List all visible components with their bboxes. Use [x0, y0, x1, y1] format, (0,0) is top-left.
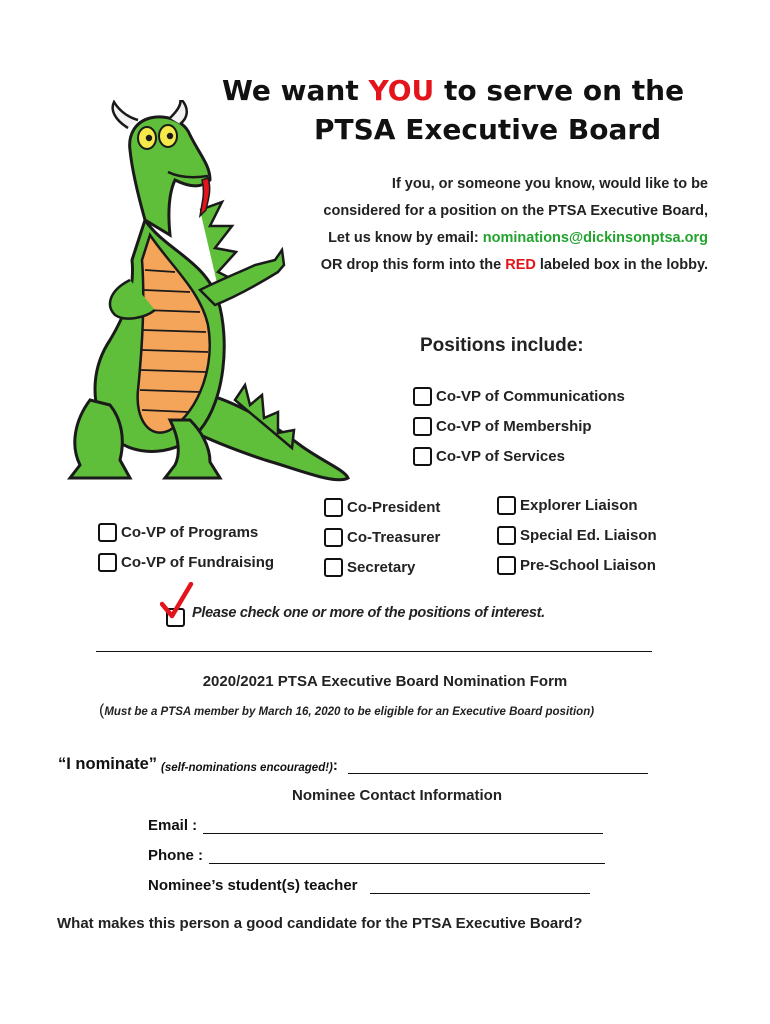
checkbox-icon[interactable]	[497, 526, 516, 545]
position-label: Co-VP of Membership	[436, 417, 592, 435]
checkbox-icon[interactable]	[413, 417, 432, 436]
positions-instruction: Please check one or more of the positions of interest.	[192, 605, 545, 621]
position-label: Co-Treasurer	[347, 528, 441, 546]
position-label: Co-VP of Communications	[436, 387, 625, 405]
position-label: Special Ed. Liaison	[520, 526, 657, 544]
checkbox-icon[interactable]	[497, 556, 516, 575]
position-label: Co-VP of Fundraising	[121, 553, 275, 571]
phone-input[interactable]	[209, 849, 605, 864]
email-label: Email :	[148, 817, 198, 834]
position-option[interactable]	[497, 490, 657, 520]
position-option[interactable]	[413, 411, 625, 441]
position-label: Co-VP of Services	[436, 447, 565, 465]
title-part2: to serve on the	[434, 74, 685, 107]
checkbox-icon[interactable]	[413, 387, 432, 406]
position-option[interactable]	[98, 517, 274, 547]
dragon-mascot	[50, 100, 350, 495]
checkbox-icon[interactable]	[324, 498, 343, 517]
checkbox-icon[interactable]	[324, 528, 343, 547]
eligibility-note-open: (	[99, 702, 105, 719]
positions-heading: Positions include:	[420, 335, 584, 356]
nominate-note: (self-nominations encouraged!)	[161, 762, 333, 774]
teacher-input[interactable]	[370, 879, 590, 894]
intro-line4	[321, 252, 708, 279]
positions-group-left	[98, 517, 274, 577]
nominations-email-link[interactable]: nominations@dickinsonptsa.org	[482, 230, 708, 246]
checkbox-icon[interactable]	[98, 553, 117, 572]
email-input[interactable]	[203, 819, 603, 834]
checkbox-icon[interactable]	[324, 558, 343, 577]
position-option[interactable]	[497, 520, 657, 550]
position-option[interactable]	[497, 550, 657, 580]
positions-group-top	[413, 381, 625, 471]
nominate-label: “I nominate”	[58, 755, 158, 773]
position-option[interactable]	[413, 441, 625, 471]
page-title	[222, 72, 684, 110]
position-option[interactable]	[98, 547, 274, 577]
intro-line4-prefix: OR drop this form into the	[320, 257, 506, 273]
nominee-name-input[interactable]	[348, 759, 648, 774]
email-field	[148, 817, 603, 834]
intro-line3	[321, 225, 708, 252]
position-label: Co-VP of Programs	[121, 523, 259, 541]
positions-group-middle	[324, 492, 440, 582]
candidate-question: What makes this person a good candidate for the PTSA Executive Board?	[57, 915, 583, 932]
position-option[interactable]	[324, 492, 440, 522]
title-you: YOU	[368, 74, 435, 107]
position-label: Co-President	[347, 498, 441, 516]
title-part1: We want	[222, 74, 369, 107]
intro-line3-prefix: Let us know by email:	[328, 230, 483, 246]
red-box-label: RED	[505, 257, 536, 273]
position-label: Explorer Liaison	[520, 496, 638, 514]
contact-heading: Nominee Contact Information	[291, 787, 502, 804]
red-checkmark-icon	[160, 582, 194, 622]
eligibility-note-text: Must be a PTSA member by March 16, 2020 to be eligible for an Executive Board position)	[104, 706, 595, 718]
checkbox-icon[interactable]	[98, 523, 117, 542]
checkbox-icon[interactable]	[497, 496, 516, 515]
section-divider	[96, 651, 652, 652]
intro-line1: If you, or someone you know, would like to be	[391, 176, 708, 192]
intro-line2: considered for a position on the PTSA Executive Board,	[323, 203, 708, 219]
position-option[interactable]	[413, 381, 625, 411]
teacher-label: Nominee’s student(s) teacher	[148, 877, 358, 894]
position-label: Secretary	[347, 558, 416, 576]
position-option[interactable]	[324, 552, 440, 582]
form-title: 2020/2021 PTSA Executive Board Nomination Form	[202, 673, 568, 690]
positions-group-right	[497, 490, 657, 580]
phone-field	[148, 847, 605, 864]
position-option[interactable]	[324, 522, 440, 552]
eligibility-note	[99, 702, 594, 720]
teacher-field	[148, 877, 590, 894]
intro-paragraph	[321, 171, 708, 279]
position-label: Pre-School Liaison	[520, 556, 656, 574]
nominate-colon: :	[332, 757, 338, 774]
nominate-field	[58, 755, 648, 774]
checkbox-icon[interactable]	[413, 447, 432, 466]
page-title-line2: PTSA Executive Board	[314, 113, 662, 146]
intro-line4-suffix: labeled box in the lobby.	[535, 257, 708, 273]
phone-label: Phone :	[148, 847, 203, 864]
